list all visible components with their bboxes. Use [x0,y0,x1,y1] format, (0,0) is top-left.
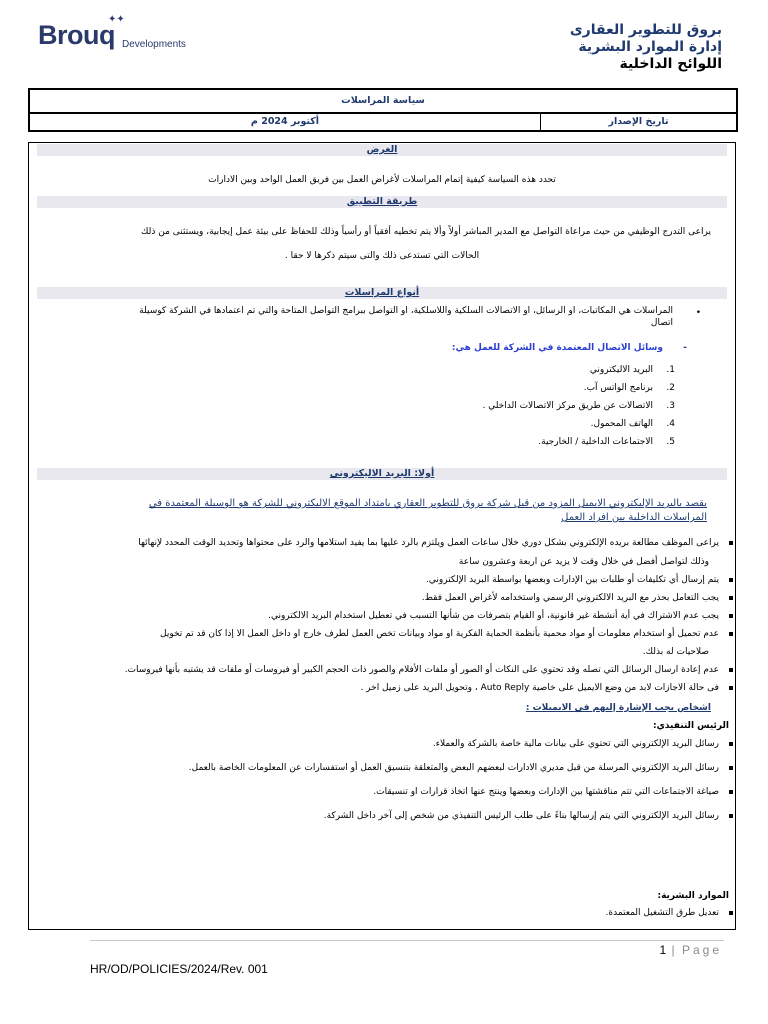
logo-wordmark: Brouq [38,20,115,50]
ceo-heading: الرئيس التنفيذي: [653,721,729,731]
list-item: 4.الهاتف المحمول. [590,419,675,429]
bullet-square-icon [729,790,733,794]
list-item: 3.الاتصالات عن طريق مركز الاتصالات الداخلي . [482,401,675,411]
department-name: إدارة الموارد البشرية [578,39,722,55]
types-bullet-1 [53,305,673,329]
bullet-square-icon [729,614,733,618]
list-item: 2.برنامج الواتس آب. [583,383,675,393]
bullet-square-icon [729,911,733,915]
types-title: أنواع المراسلات [344,287,420,298]
bullet-square-icon [729,632,733,636]
email-rule: فى حالة الاجازات لابد من وضع الايميل على خاصية Auto Reply ، وتحويل البريد على زميل اخر . [360,679,733,697]
email-rule: عدم تحميل أو استخدام معلومات أو مواد محمية بأنظمة الحماية الفكرية او مواد وبيانات تخص العمل لطرف خارج او داخل العمل الا إذا كان قد تم تخويل [33,625,733,643]
email-rule: يجب عدم الاشتراك في أية أنشطة غير قانونية، أو القيام بتصرفات من شأنها التسبب في تعطيل استخدام البريد الالكتروني. [268,607,733,625]
email-rule: عدم إعادة ارسال الرسائل التي تصله وقد تحتوي على النكات أو الصور أو ملفات الأفلام والصور ذات الحجم الكبير أو فيروسات أو ملفات قد يشتبه بأنها فيروسات. [33,661,733,679]
bullet-square-icon [729,668,733,672]
logo-subtitle: Developments [122,39,186,50]
bullet-square-icon [729,814,733,818]
issue-date-value: أكتوبر 2024 م [30,114,541,130]
types-subheading: وسائل الاتصال المعتمدة في الشركة للعمل هي: [451,343,663,353]
company-name: بروق للتطوير العقارى [569,22,722,38]
purpose-title: الغرض [366,144,398,155]
list-item: 5.الاجتماعات الداخلية / الخارجية. [538,437,675,447]
ceo-item: رسائل البريد الإلكتروني التي يتم إرسالها بناءً على طلب الرئيس التنفيذي من شخص إلى آخر داخل الشركة. [324,807,733,825]
email-intro-line-2: المراسلات الداخلية بين افراد العمل [561,512,707,523]
ceo-item: رسائل البريد الإلكتروني التي تحتوي على بيانات مالية خاصة بالشركة والعملاء. [433,735,733,753]
email-title: أولا: البريد الاليكتروني [329,468,435,479]
policy-title-table [28,88,738,132]
policy-content [28,142,736,930]
bullet-square-icon [729,766,733,770]
method-line-1: يراعى التدرج الوظيفي من حيث مراعاة التواصل مع المدير المباشر أولاً وألا يتم تخطيه أفقياً أو رأسياً وذلك للحفاظ على بيئة عمل إيجابية، ويستثنى من ذلك [141,227,711,237]
email-rule: يتم إرسال أي تكليفات أو طلبات بين الإدارات وبعضها بواسطة البريد الإلكتروني. [426,571,733,589]
ceo-item: صياغة الاجتماعات التي تتم مناقشتها بين الإدارات وبعضها وينتج عنها اتخاذ قرارات او تنسيقات. [373,783,733,801]
list-item: 1.البريد الاليكتروني [589,365,675,375]
types-bullet-line-2: اتصال [650,318,673,328]
document-type: اللوائح الداخلية [619,56,722,72]
ceo-item: رسائل البريد الإلكتروني المرسلة من قبل مديري الادارات لبعضهم البعض والمتعلقة بتنسيق العمل أو استفسارات عن المعلومات الخاصة بالعمل. [189,759,733,777]
page-number: 1 | Page [659,943,722,957]
bullet-square-icon [729,578,733,582]
email-intro [37,497,707,525]
types-bullet-line-1: المراسلات هي المكاتبات، او الرسائل، او الاتصالات السلكية واللاسلكية، او التواصل ببرامج التواصل المتاحة والتي تم اعتمادها في الشركة كوسيلة [139,306,673,316]
issue-date-label: تاريخ الإصدار [608,116,669,127]
dash-marker: - [683,343,687,353]
email-rule-continuation: وذلك لتواصل أفضل في خلال وقت لا يزيد عن اربعة وعشرون ساعة [458,557,709,567]
footer-divider [90,940,724,941]
email-rule: يراعى الموظف مطالعة بريده الإلكتروني بشكل دوري خلال ساعات العمل ويلتزم بالرد عليها بما يفيد استلامها والرد على محتواها وتحديد الوقت المحدد لإنهائها [33,534,733,552]
policy-name: سياسة المراسلات [30,90,736,114]
logo-sparkle-icon: ✦✦ [108,14,125,25]
hr-item: تعديل طرق التشغيل المعتمدة. [606,904,733,922]
email-intro-line-1: يقصد بالبريد الإليكتروني الايميل المزود من قبل شركة بروق للتطوير العقاري بامتداد الموقع الاليكتروني للشركة هو الوسيلة المعتمدة في [148,498,707,509]
bullet-square-icon [729,686,733,690]
bullet-square-icon [729,596,733,600]
hr-heading: الموارد البشرية: [657,891,729,901]
method-title: طريقة التطبيق [346,196,418,207]
document-reference: HR/OD/POLICIES/2024/Rev. 001 [90,962,268,976]
document-header [570,22,722,73]
bullet-square-icon [729,742,733,746]
purpose-text: تحدد هذه السياسة كيفية إتمام المراسلات لأغراض العمل بين فريق العمل الواحد وبين الادارات [208,175,556,185]
bullet-dot: • [695,308,701,318]
bullet-square-icon [729,541,733,545]
email-rule-continuation: صلاحيات له بذلك. [642,647,709,657]
issue-date-row [30,114,736,130]
method-line-2: الحالات التي تستدعى ذلك والتى سيتم ذكرها لا حقا . [284,251,480,261]
persons-heading: اشخاص يجب الإشارة إليهم في الايميلات : [525,703,711,713]
email-rule: يجب التعامل بحذر مع البريد الالكتروني الرسمي واستخدامه لأغراض العمل فقط. [422,589,733,607]
